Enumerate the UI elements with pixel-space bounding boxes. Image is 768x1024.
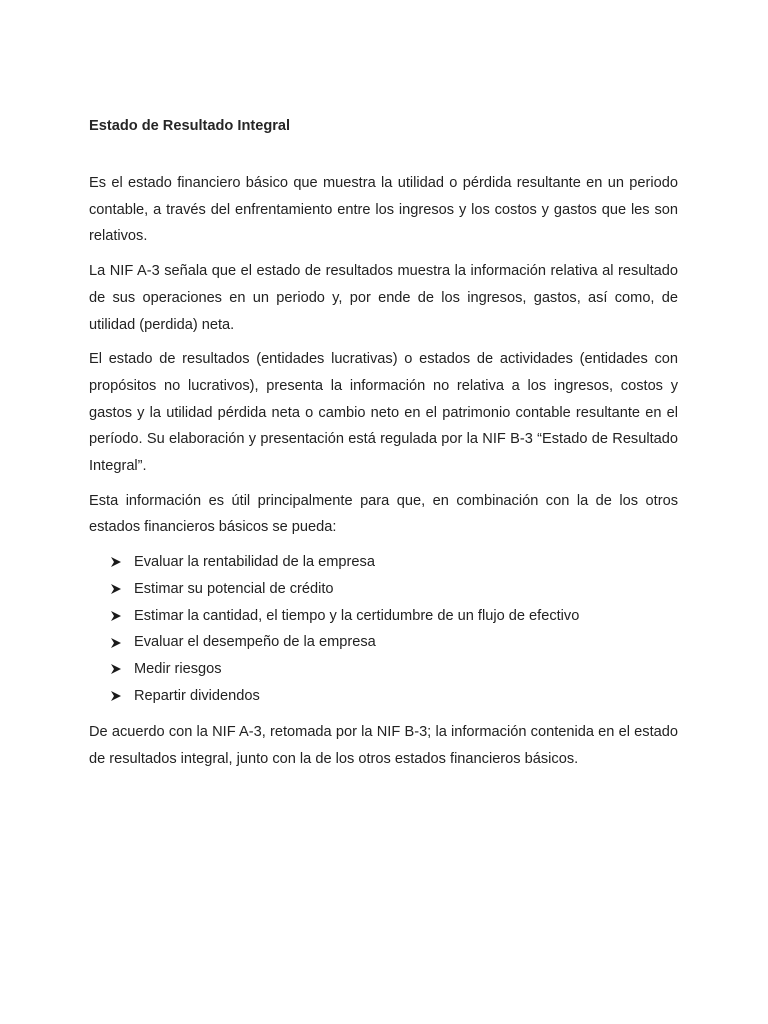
list-item [109,603,678,630]
list-item-text: Repartir dividendos [134,687,260,704]
list-item [109,683,678,710]
document-page [89,116,678,781]
list-item [109,629,678,656]
list-item [109,656,678,683]
list-item [109,549,678,576]
paragraph-entidades: El estado de resultados (entidades lucrativas) o estados de actividades (entidades con propósitos no lucrativos), presenta la información no relativa a los ingresos, costos y gastos y la utilidad pérdida neta o cambio neto en el patrimonio contable resultante en el período. Su elaboración y presentación está regulada por la NIF B-3 “Estado de Resultado Integral”. [89,351,678,475]
arrowhead-icon [109,582,134,596]
paragraph-definition: Es el estado financiero básico que muestra la utilidad o pérdida resultante en un periodo contable, a través del enfrentamiento entre los ingresos y los costos y gastos que les son relativos. [89,175,678,245]
paragraph-conclusion: De acuerdo con la NIF A-3, retomada por la NIF B-3; la información contenida en el estado de resultados integral, junto con la de los otros estados financieros básicos. [89,724,678,768]
arrowhead-icon [109,636,134,650]
list-item [109,576,678,603]
paragraph-nif-a3: La NIF A-3 señala que el estado de resultados muestra la información relativa al resultado de sus operaciones en un periodo y, por ende de los ingresos, gastos, así como, de utilidad (perdida) neta. [89,263,678,333]
list-item-text: Estimar su potencial de crédito [134,580,334,597]
arrowhead-icon [109,662,134,676]
list-item-text: Evaluar el desempeño de la empresa [134,634,376,651]
arrowhead-icon [109,555,134,569]
list-item-text: Medir riesgos [134,660,222,677]
bullet-list [89,549,678,709]
arrowhead-icon [109,689,134,703]
arrowhead-icon [109,609,134,623]
document-title: Estado de Resultado Integral [89,118,291,134]
list-item-text: Estimar la cantidad, el tiempo y la certidumbre de un flujo de efectivo [134,607,580,624]
list-item-text: Evaluar la rentabilidad de la empresa [134,554,375,571]
paragraph-utilidad: Esta información es útil principalmente para que, en combinación con la de los otros estados financieros básicos se pueda: [89,492,678,536]
